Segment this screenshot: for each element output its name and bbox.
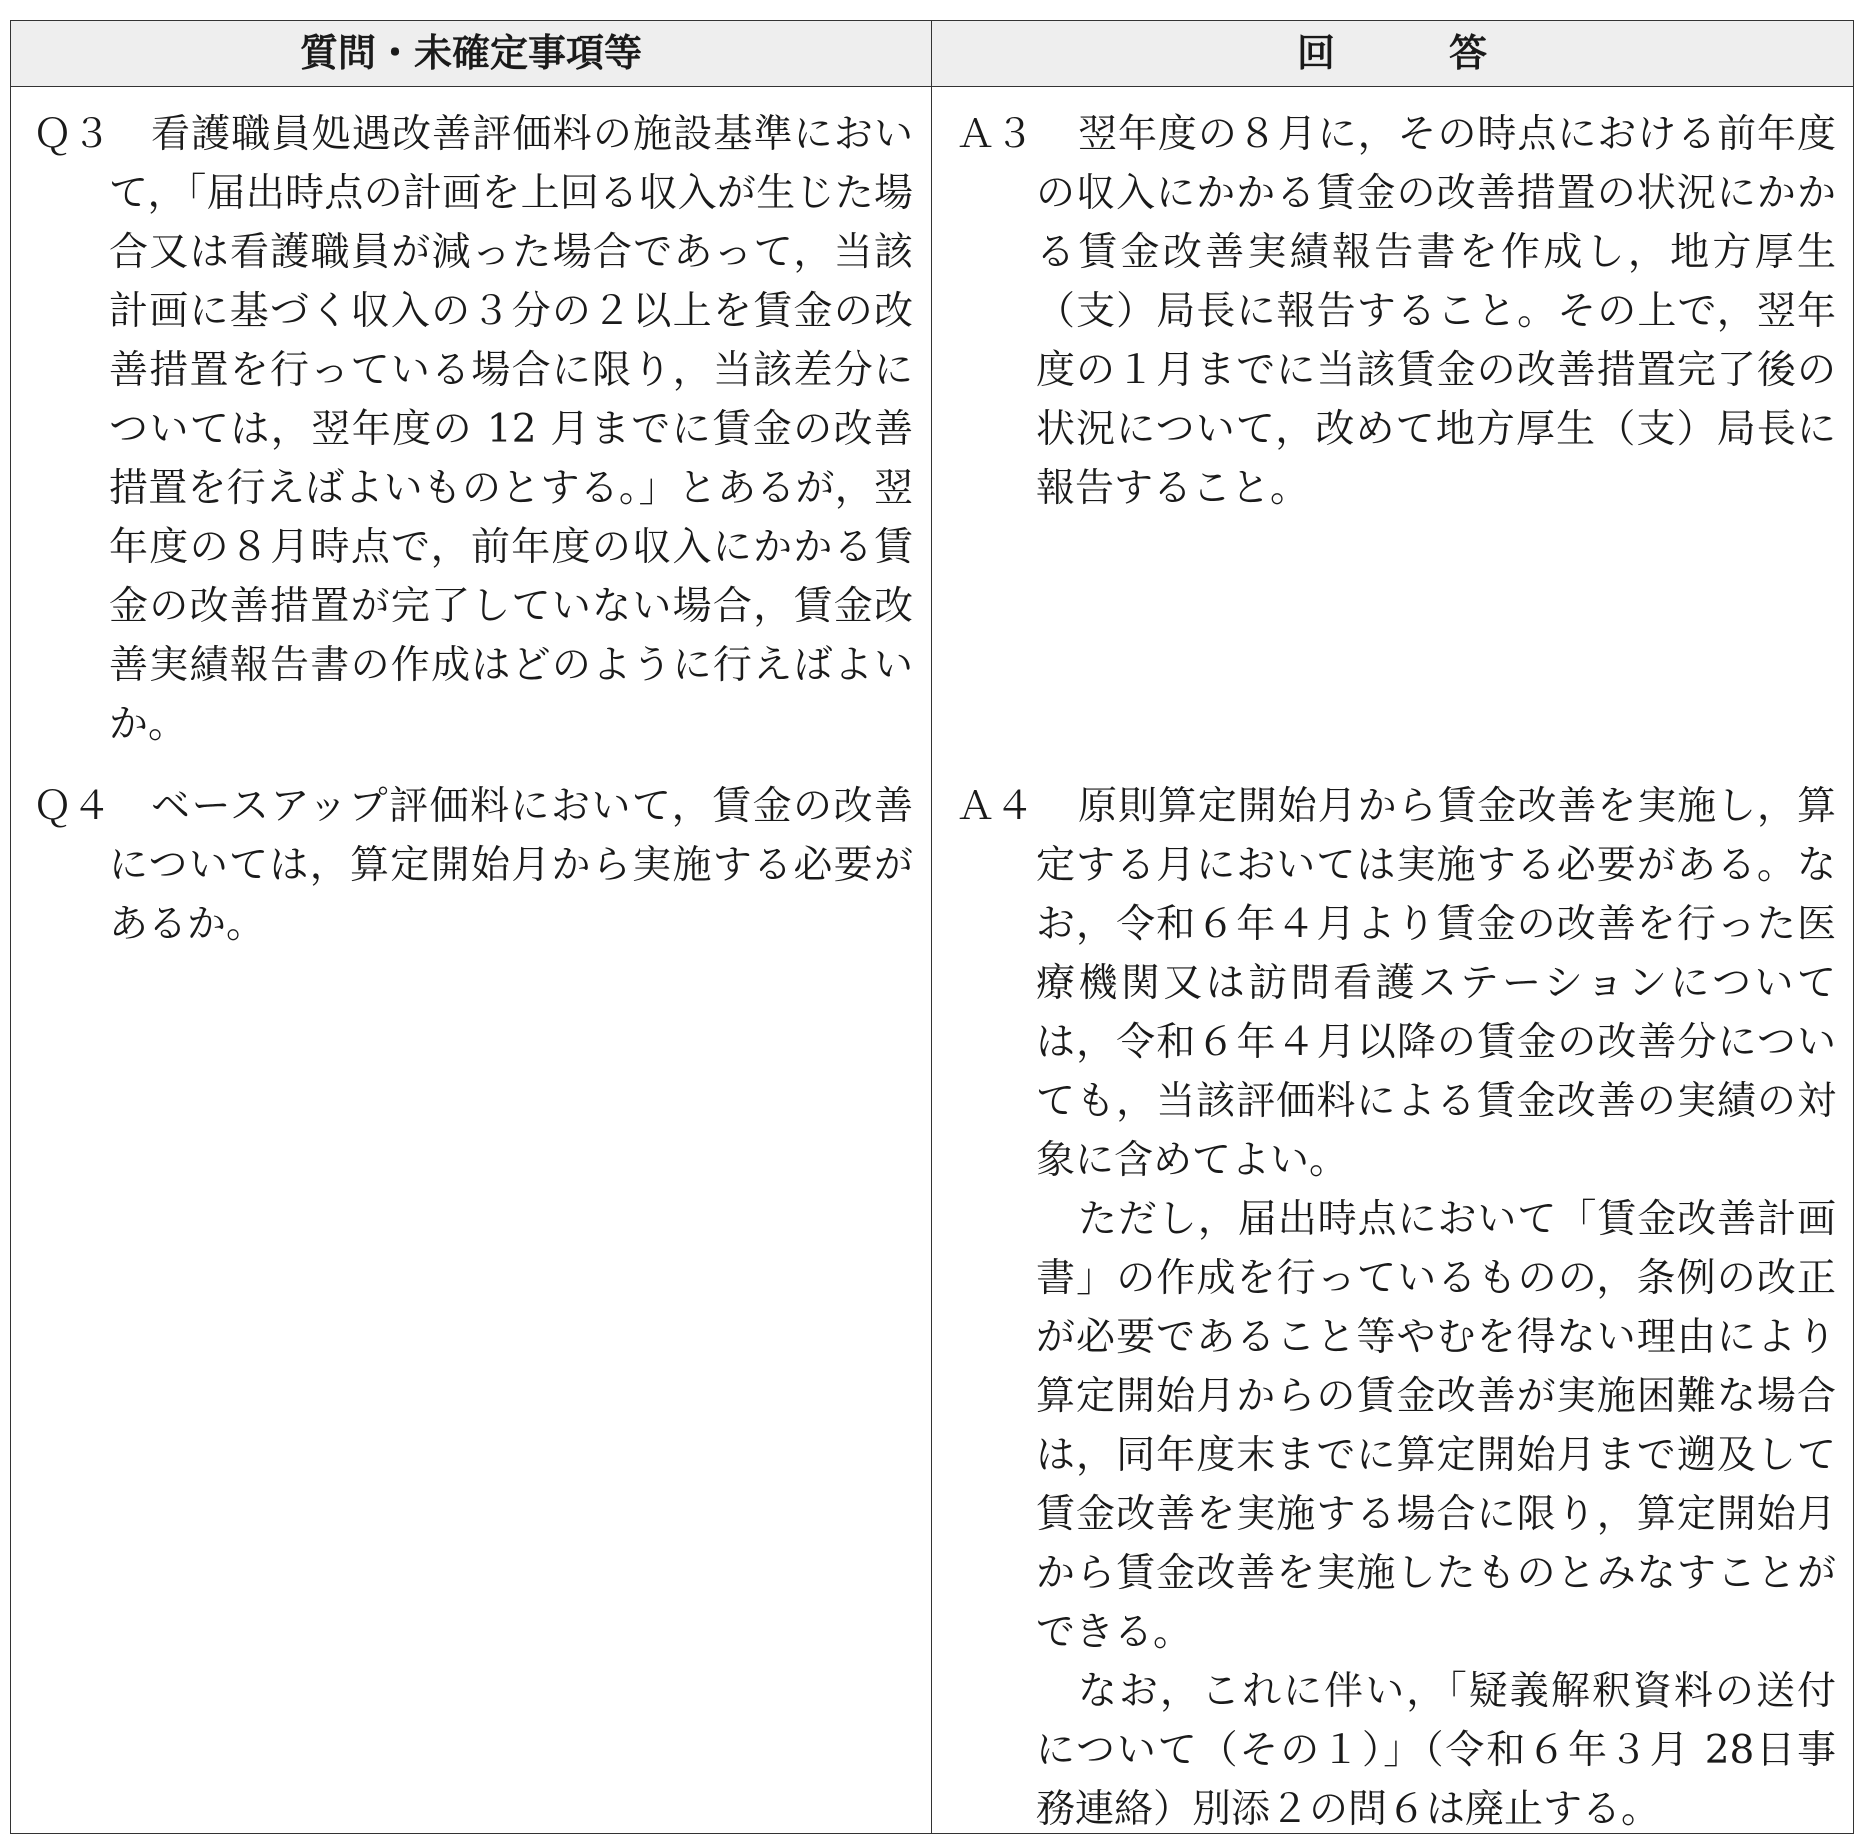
- question-3: [33, 105, 913, 747]
- question-3-label: Ｑ３: [33, 112, 112, 157]
- answer-3: [956, 105, 1836, 525]
- qa-table: [10, 20, 1854, 1834]
- answer-4-paragraph-2: ただし，届出時点において「賃金改善計画書」の作成を行っているものの，条例の改正が必要であること等やむを得ない理由により算定開始月からの賃金改善が実施困難な場合は，同年度末までに算定開始月まで遡及して賃金改善を実施する場合に限り，算定開始月から賃金改善を実施したものとみなすことができる。: [1036, 1197, 1836, 1655]
- question-column-header: 質問・未確定事項等: [299, 31, 642, 75]
- question-4: [33, 777, 913, 977]
- question-4-text: ベースアップ評価料において，賃金の改善については，算定開始月から実施する必要があるか。: [109, 784, 913, 947]
- answer-4-paragraph-3: なお，これに伴い，「疑義解釈資料の送付について（その１）」（令和６年３月 28日事務連絡）別添２の問６は廃止する。: [1036, 1669, 1836, 1832]
- answer-4-label: Ａ４: [956, 784, 1035, 829]
- question-3-text: 看護職員処遇改善評価料の施設基準において，「届出時点の計画を上回る収入が生じた場合又は看護職員が減った場合であって，当該計画に基づく収入の３分の２以上を賃金の改善措置を行っている場合に限り，当該差分については，翌年度の 12 月までに賃金の改善措置を行えばよいものとする。」とあるが，翌年度の８月時点で，前年度の収入にかかる賃金の改善措置が完了していない場合，賃金改善実績報告書の作成はどのように行えばよいか。: [109, 112, 913, 747]
- answer-3-text: 翌年度の８月に，その時点における前年度の収入にかかる賃金の改善措置の状況にかかる賃金改善実績報告書を作成し，地方厚生（支）局長に報告すること。その上で，翌年度の１月までに当該賃金の改善措置完了後の状況について，改めて地方厚生（支）局長に報告すること。: [1036, 112, 1836, 511]
- question-4-label: Ｑ４: [33, 784, 112, 829]
- column-divider: [931, 21, 932, 1833]
- answer-4-body: [1036, 777, 1836, 1839]
- table-header: [11, 21, 1853, 87]
- answer-column-header: 回 答: [1296, 31, 1487, 75]
- answer-3-label: Ａ３: [956, 112, 1035, 157]
- answer-4-paragraph-1: 原則算定開始月から賃金改善を実施し，算定する月においては実施する必要がある。なお，令和６年４月より賃金の改善を行った医療機関又は訪問看護ステーションについては，令和６年４月以降の賃金の改善分についても，当該評価料による賃金改善の実績の対象に含めてよい。: [1036, 784, 1836, 1183]
- answer-4: [956, 777, 1836, 1837]
